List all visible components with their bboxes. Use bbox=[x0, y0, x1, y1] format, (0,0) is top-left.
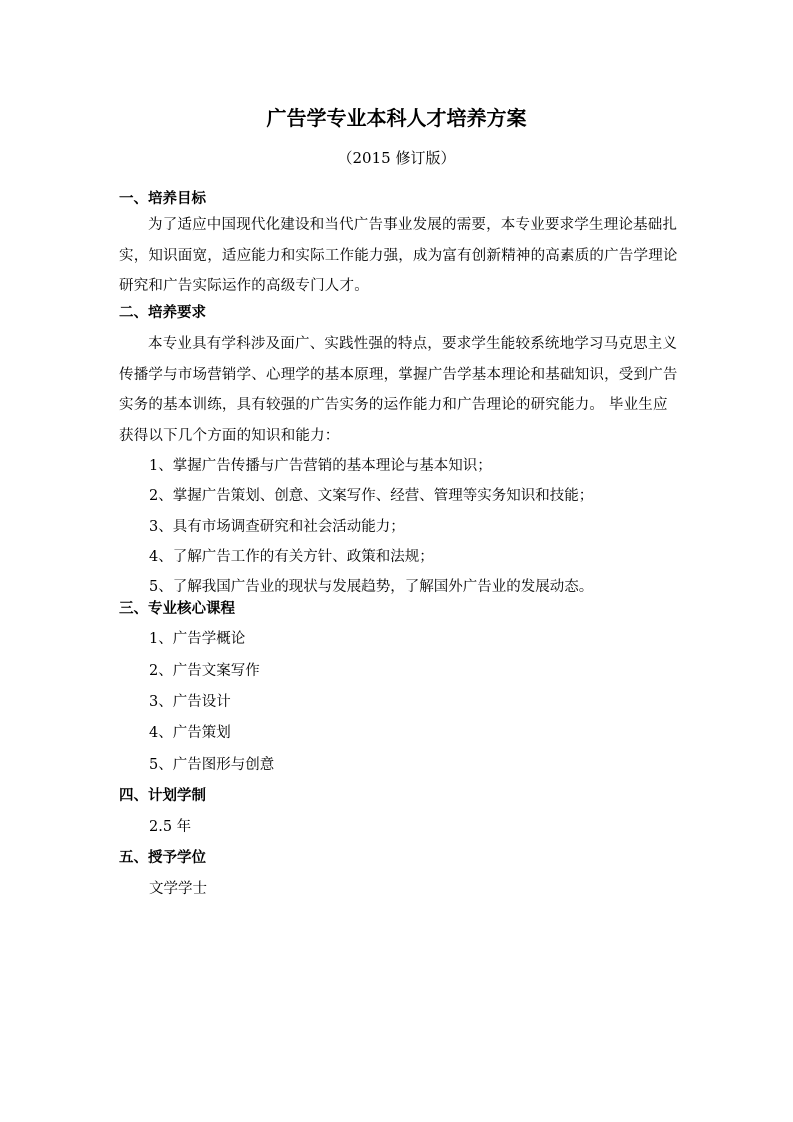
document-title: 广告学专业本科人才培养方案 bbox=[266, 106, 527, 130]
list-item: 文学学士 bbox=[149, 881, 207, 897]
list-item: 1、掌握广告传播与广告营销的基本理论与基本知识； bbox=[149, 458, 492, 474]
list-item: 3、广告设计 bbox=[149, 694, 231, 710]
list-item: 5、广告图形与创意 bbox=[149, 757, 275, 773]
list-item: 2.5 年 bbox=[149, 819, 192, 835]
section-heading-duration: 四、计划学制 bbox=[119, 788, 206, 804]
document-subtitle: （2015 修订版） bbox=[337, 149, 456, 167]
list-item: 1、广告学概论 bbox=[149, 631, 246, 647]
list-item: 2、掌握广告策划、创意、文案写作、经营、管理等实务知识和技能； bbox=[149, 488, 594, 504]
section-heading-degree: 五、授予学位 bbox=[119, 850, 206, 866]
list-item: 4、了解广告工作的有关方针、政策和法规； bbox=[149, 549, 434, 565]
list-item: 5、了解我国广告业的现状与发展趋势，了解国外广告业的发展动态。 bbox=[149, 579, 594, 595]
section-paragraph-goals: 为了适应中国现代化建设和当代广告事业发展的需要，本专业要求学生理论基础扎实，知识面宽，适应能力和实际工作能力强，成为富有创新精神的高素质的广告学理论研究和广告实际运作的高级专门人才。 bbox=[119, 217, 678, 294]
list-item: 2、广告文案写作 bbox=[149, 663, 260, 679]
list-item: 4、广告策划 bbox=[149, 725, 231, 741]
section-paragraph-requirements: 本专业具有学科涉及面广、实践性强的特点，要求学生能较系统地学习马克思主义传播学与市场营销学、心理学的基本原理，掌握广告学基本理论和基础知识，受到广告实务的基本训练，具有较强的广告实务的运作能力和广告理论的研究能力。 毕业生应获得以下几个方面的知识和能力： bbox=[119, 336, 678, 444]
section-heading-requirements: 二、培养要求 bbox=[119, 305, 206, 321]
section-heading-core-courses: 三、专业核心课程 bbox=[119, 601, 235, 617]
section-heading-goals: 一、培养目标 bbox=[119, 191, 206, 207]
list-item: 3、具有市场调查研究和社会活动能力； bbox=[149, 519, 405, 535]
